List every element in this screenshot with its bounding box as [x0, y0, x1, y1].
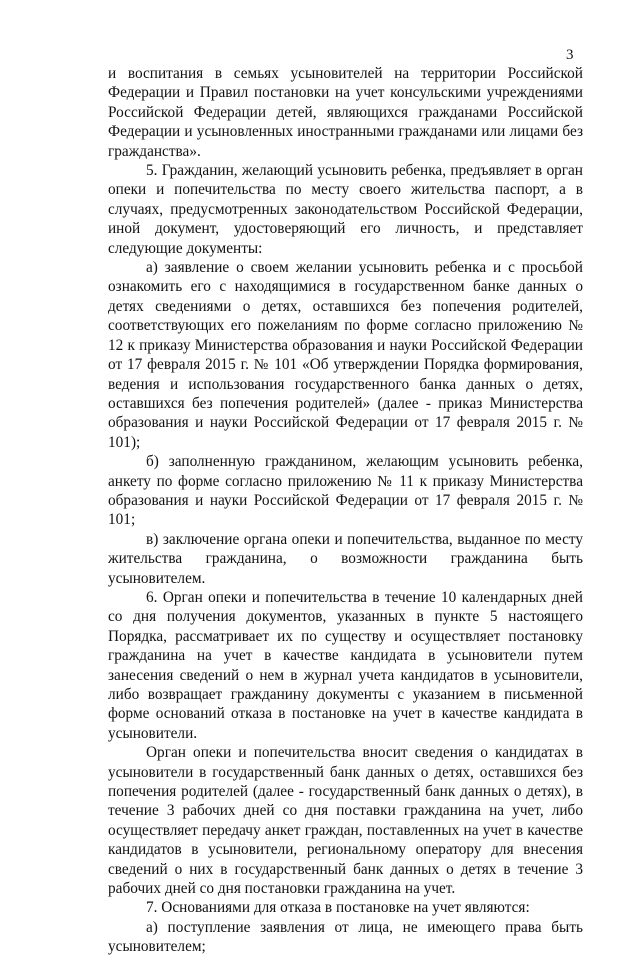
paragraph-4: б) заполненную гражданином, желающим усыновить ребенка, анкету по форме согласно приложению № 11 к приказу Министерства образования и науки Российской Федерации от 17 февраля 2015 г. № 101; — [108, 453, 583, 529]
paragraph-2: 5. Гражданин, желающий усыновить ребенка, предъявляет в орган опеки и попечительства по месту своего жительства паспорт, а в случаях, предусмотренных законодательством Российской Федерации, иной документ, удостоверяющий его личность, и представляет следующие документы: — [108, 162, 583, 257]
page-number: 3 — [566, 47, 574, 63]
document-body — [108, 64, 583, 957]
paragraph-7: Орган опеки и попечительства вносит сведения о кандидатах в усыновители в государственный банк данных о детях, оставшихся без попечения родителей (далее - государственный банк данных о детях), в течение 3 рабочих дней со дня поставки гражданина на учет, либо осуществляет передачу анкет граждан, поставленных на учет в качестве кандидатов в усыновители, региональному оператору для внесения сведений о них в государственный банк данных о детях в течение 3 рабочих дней со дня постановки гражданина на учет. — [108, 744, 583, 898]
paragraph-9: а) поступление заявления от лица, не имеющего права быть усыновителем; — [108, 918, 583, 956]
paragraph-1: и воспитания в семьях усыновителей на территории Российской Федерации и Правил постановки на учет консульскими учреждениями Российской Федерации детей, являющихся гражданами Российской Федерации и усыновленных иностранными гражданами или лицами без гражданства». — [108, 65, 583, 160]
paragraph-3: а) заявление о своем желании усыновить ребенка и с просьбой ознакомить его с находящимися в государственном банке данных о детях сведениями о детях, оставшихся без попечения родителей, соответствующих его пожеланиям по форме согласно приложению № 12 к приказу Министерства образования и науки Российской Федерации от 17 февраля 2015 г. № 101 «Об утверждении Порядка формирования, ведения и использования государственного банка данных о детях, оставшихся без попечения родителей» (далее - приказ Министерства образования и науки Российской Федерации от 17 февраля 2015 г. № 101); — [108, 259, 583, 451]
paragraph-8: 7. Основаниями для отказа в постановке на учет являются: — [146, 899, 530, 917]
paragraph-5: в) заключение органа опеки и попечительства, выданное по месту жительства гражданина, о возможности гражданина быть усыновителем. — [108, 530, 583, 587]
paragraph-6: 6. Орган опеки и попечительства в течение 10 календарных дней со дня получения документов, указанных в пункте 5 настоящего Порядка, рассматривает их по существу и осуществляет постановку гражданина на учет в качестве кандидата в усыновители путем занесения сведений о нем в журнал учета кандидатов в усыновители, либо возвращает гражданину документы с указанием в письменной форме оснований отказа в постановке на учет в качестве кандидата в усыновители. — [108, 588, 583, 742]
